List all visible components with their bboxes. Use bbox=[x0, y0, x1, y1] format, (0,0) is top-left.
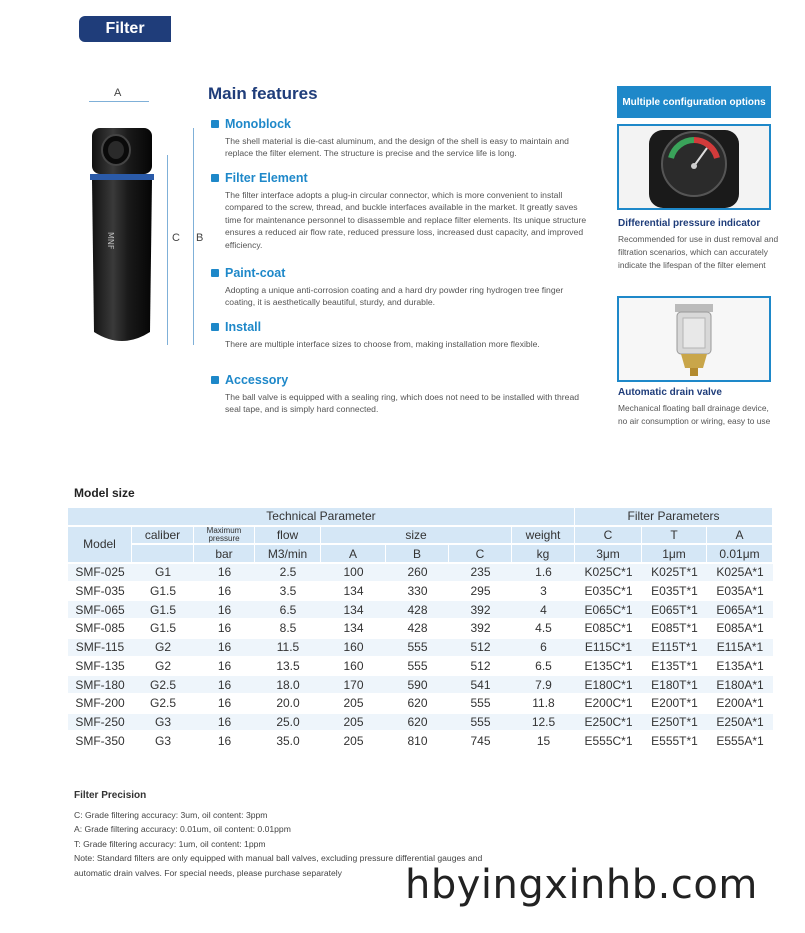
watermark: hbyingxinhb.com bbox=[405, 862, 758, 908]
cell-caliber: G1.5 bbox=[132, 601, 194, 620]
dim-line-a bbox=[89, 101, 149, 102]
cell-size-a: 160 bbox=[321, 639, 386, 658]
svg-text:MNF: MNF bbox=[106, 232, 115, 250]
cell-filter-c: E135C*1 bbox=[575, 658, 642, 677]
cell-model: SMF-180 bbox=[68, 676, 132, 695]
feature-title: Install bbox=[225, 320, 262, 334]
cell-flow: 11.5 bbox=[255, 639, 321, 658]
unit-filter-a: 0.01μm bbox=[707, 545, 773, 564]
cell-filter-t: E180T*1 bbox=[642, 676, 707, 695]
cell-pressure: 16 bbox=[194, 676, 255, 695]
cell-filter-c: E065C*1 bbox=[575, 601, 642, 620]
table-row bbox=[68, 583, 773, 602]
model-size-table bbox=[68, 508, 773, 751]
cell-flow: 2.5 bbox=[255, 564, 321, 583]
cell-filter-t: E065T*1 bbox=[642, 601, 707, 620]
cell-filter-t: E250T*1 bbox=[642, 714, 707, 733]
cell-filter-t: E085T*1 bbox=[642, 620, 707, 639]
feature-desc: The filter interface adopts a plug-in circular connector, which is more convenient to install compared to the screw, thread, and buckle interfaces available in the market. It greatly saves time for maintenance personnel to disassemble and replace filter elements. Its unique structure ensures a reduced air flow rate, reduced pressure loss, increased dust capacity, and improved efficiency. bbox=[225, 190, 587, 250]
feature-title: Filter Element bbox=[225, 171, 308, 185]
cell-caliber: G1 bbox=[132, 564, 194, 583]
cell-model: SMF-135 bbox=[68, 658, 132, 677]
cell-flow: 25.0 bbox=[255, 714, 321, 733]
cell-filter-a: E180A*1 bbox=[707, 676, 773, 695]
automatic-drain-image bbox=[617, 296, 771, 382]
cell-model: SMF-115 bbox=[68, 639, 132, 658]
cell-filter-a: E065A*1 bbox=[707, 601, 773, 620]
unit-weight: kg bbox=[512, 545, 575, 564]
unit-pressure: bar bbox=[194, 545, 255, 564]
cell-caliber: G2 bbox=[132, 658, 194, 677]
cell-filter-t: K025T*1 bbox=[642, 564, 707, 583]
cell-size-b: 330 bbox=[386, 583, 449, 602]
cell-filter-a: E250A*1 bbox=[707, 714, 773, 733]
model-size-table-body bbox=[68, 564, 773, 751]
cell-flow: 20.0 bbox=[255, 695, 321, 714]
cell-model: SMF-200 bbox=[68, 695, 132, 714]
cell-model: SMF-065 bbox=[68, 601, 132, 620]
precision-note-cont: automatic drain valves. For special needs, please purchase separately bbox=[74, 867, 342, 878]
cell-flow: 3.5 bbox=[255, 583, 321, 602]
cell-pressure: 16 bbox=[194, 658, 255, 677]
cell-filter-c: E115C*1 bbox=[575, 639, 642, 658]
cell-weight: 15 bbox=[512, 732, 575, 751]
table-row bbox=[68, 639, 773, 658]
cell-pressure: 16 bbox=[194, 583, 255, 602]
option-title: Differential pressure indicator bbox=[618, 218, 761, 229]
table-row bbox=[68, 732, 773, 751]
cell-pressure: 16 bbox=[194, 695, 255, 714]
cell-size-c: 555 bbox=[449, 714, 512, 733]
col-filter-c: C bbox=[575, 527, 642, 546]
unit-flow: M3/min bbox=[255, 545, 321, 564]
table-row bbox=[68, 658, 773, 677]
cell-weight: 1.6 bbox=[512, 564, 575, 583]
cell-size-a: 134 bbox=[321, 620, 386, 639]
feature-filter-element bbox=[211, 171, 591, 251]
cell-size-c: 392 bbox=[449, 601, 512, 620]
cell-weight: 6 bbox=[512, 639, 575, 658]
cell-model: SMF-350 bbox=[68, 732, 132, 751]
options-header: Multiple configuration options bbox=[617, 86, 771, 118]
cell-pressure: 16 bbox=[194, 620, 255, 639]
cell-filter-a: E035A*1 bbox=[707, 583, 773, 602]
dim-line-b bbox=[193, 128, 194, 345]
option-desc: Recommended for use in dust removal and filtration scenarios, which can accurately indicate the lifespan of the filter element bbox=[618, 234, 779, 270]
col-filter-t: T bbox=[642, 527, 707, 546]
col-size: size bbox=[321, 527, 512, 546]
cell-size-c: 512 bbox=[449, 658, 512, 677]
cell-size-b: 620 bbox=[386, 714, 449, 733]
cell-size-a: 134 bbox=[321, 583, 386, 602]
precision-line-a: A: Grade filtering accuracy: 0.01um, oil content: 0.01ppm bbox=[74, 824, 291, 835]
cell-flow: 6.5 bbox=[255, 601, 321, 620]
cell-size-c: 295 bbox=[449, 583, 512, 602]
dim-label-a: A bbox=[114, 87, 122, 99]
cell-size-a: 160 bbox=[321, 658, 386, 677]
cell-size-b: 590 bbox=[386, 676, 449, 695]
option-title: Automatic drain valve bbox=[618, 387, 722, 398]
header-tab-filter: Filter bbox=[79, 16, 171, 42]
cell-pressure: 16 bbox=[194, 732, 255, 751]
precision-line-t: T: Grade filtering accuracy: 1um, oil content: 1ppm bbox=[74, 838, 266, 849]
cell-weight: 12.5 bbox=[512, 714, 575, 733]
cell-size-a: 134 bbox=[321, 601, 386, 620]
table-row bbox=[68, 676, 773, 695]
bullet-square-icon bbox=[211, 120, 219, 128]
dim-line-c bbox=[167, 155, 168, 345]
group-technical-parameter: Technical Parameter bbox=[68, 508, 575, 527]
cell-size-c: 512 bbox=[449, 639, 512, 658]
cell-weight: 7.9 bbox=[512, 676, 575, 695]
precision-title: Filter Precision bbox=[74, 790, 147, 801]
dim-label-c: C bbox=[172, 232, 180, 244]
cell-weight: 11.8 bbox=[512, 695, 575, 714]
cell-caliber: G3 bbox=[132, 714, 194, 733]
precision-line-c: C: Grade filtering accuracy: 3um, oil content: 3ppm bbox=[74, 810, 268, 820]
option-desc: Mechanical floating ball drainage device, no air consumption or wiring, easy to use bbox=[618, 403, 771, 426]
cell-size-c: 555 bbox=[449, 695, 512, 714]
differential-pressure-image bbox=[617, 124, 771, 210]
cell-caliber: G2 bbox=[132, 639, 194, 658]
cell-flow: 35.0 bbox=[255, 732, 321, 751]
filter-housing-icon bbox=[86, 122, 158, 348]
cell-weight: 3 bbox=[512, 583, 575, 602]
cell-model: SMF-250 bbox=[68, 714, 132, 733]
cell-caliber: G2.5 bbox=[132, 695, 194, 714]
cell-filter-t: E035T*1 bbox=[642, 583, 707, 602]
col-caliber: caliber bbox=[132, 527, 194, 546]
cell-filter-t: E115T*1 bbox=[642, 639, 707, 658]
cell-filter-a: E555A*1 bbox=[707, 732, 773, 751]
cell-model: SMF-035 bbox=[68, 583, 132, 602]
cell-filter-a: E115A*1 bbox=[707, 639, 773, 658]
table-row bbox=[68, 601, 773, 620]
cell-weight: 4.5 bbox=[512, 620, 575, 639]
col-weight: weight bbox=[512, 527, 575, 546]
cell-filter-a: E200A*1 bbox=[707, 695, 773, 714]
unit-filter-c: 3μm bbox=[575, 545, 642, 564]
unit-caliber bbox=[132, 545, 194, 564]
table-row bbox=[68, 695, 773, 714]
bullet-square-icon bbox=[211, 323, 219, 331]
unit-size-a: A bbox=[321, 545, 386, 564]
cell-flow: 18.0 bbox=[255, 676, 321, 695]
cell-size-a: 205 bbox=[321, 732, 386, 751]
unit-size-b: B bbox=[386, 545, 449, 564]
cell-filter-c: E555C*1 bbox=[575, 732, 642, 751]
pressure-gauge-icon bbox=[619, 126, 769, 208]
cell-filter-t: E200T*1 bbox=[642, 695, 707, 714]
cell-flow: 13.5 bbox=[255, 658, 321, 677]
col-filter-a: A bbox=[707, 527, 773, 546]
feature-desc: The ball valve is equipped with a sealing ring, which does not need to be installed with thread seal tape, and is simply hard connected. bbox=[225, 392, 579, 415]
cell-size-c: 235 bbox=[449, 564, 512, 583]
feature-desc: The shell material is die-cast aluminum, and the design of the shell is easy to maintain and replace the filter element. The structure is precise and the service life is long. bbox=[225, 136, 569, 159]
features-title: Main features bbox=[208, 84, 318, 103]
cell-size-a: 170 bbox=[321, 676, 386, 695]
cell-size-c: 392 bbox=[449, 620, 512, 639]
drain-valve-icon bbox=[619, 298, 769, 380]
table-row bbox=[68, 620, 773, 639]
feature-title: Monoblock bbox=[225, 117, 291, 131]
cell-filter-c: E085C*1 bbox=[575, 620, 642, 639]
table-row bbox=[68, 714, 773, 733]
cell-pressure: 16 bbox=[194, 564, 255, 583]
cell-size-b: 620 bbox=[386, 695, 449, 714]
cell-size-b: 555 bbox=[386, 639, 449, 658]
cell-filter-c: K025C*1 bbox=[575, 564, 642, 583]
cell-size-a: 205 bbox=[321, 695, 386, 714]
cell-flow: 8.5 bbox=[255, 620, 321, 639]
cell-weight: 4 bbox=[512, 601, 575, 620]
model-size-title: Model size bbox=[74, 486, 135, 500]
cell-filter-c: E250C*1 bbox=[575, 714, 642, 733]
feature-paint-coat bbox=[211, 266, 591, 309]
cell-size-a: 100 bbox=[321, 564, 386, 583]
cell-caliber: G1.5 bbox=[132, 583, 194, 602]
unit-filter-t: 1μm bbox=[642, 545, 707, 564]
cell-filter-t: E135T*1 bbox=[642, 658, 707, 677]
cell-weight: 6.5 bbox=[512, 658, 575, 677]
cell-size-b: 428 bbox=[386, 620, 449, 639]
cell-size-c: 541 bbox=[449, 676, 512, 695]
cell-filter-a: K025A*1 bbox=[707, 564, 773, 583]
cell-filter-t: E555T*1 bbox=[642, 732, 707, 751]
table-row bbox=[68, 564, 773, 583]
cell-model: SMF-025 bbox=[68, 564, 132, 583]
group-filter-parameters: Filter Parameters bbox=[575, 508, 773, 527]
unit-size-c: C bbox=[449, 545, 512, 564]
col-model: Model bbox=[68, 527, 132, 564]
col-max-pressure: Maximum pressure bbox=[194, 527, 255, 546]
cell-size-b: 428 bbox=[386, 601, 449, 620]
cell-size-b: 810 bbox=[386, 732, 449, 751]
feature-title: Accessory bbox=[225, 373, 289, 387]
bullet-square-icon bbox=[211, 174, 219, 182]
cell-filter-c: E200C*1 bbox=[575, 695, 642, 714]
feature-title: Paint-coat bbox=[225, 266, 286, 280]
cell-filter-a: E135A*1 bbox=[707, 658, 773, 677]
cell-caliber: G3 bbox=[132, 732, 194, 751]
cell-size-b: 555 bbox=[386, 658, 449, 677]
dim-label-b: B bbox=[196, 232, 204, 244]
cell-pressure: 16 bbox=[194, 714, 255, 733]
feature-monoblock bbox=[211, 117, 591, 160]
cell-size-c: 745 bbox=[449, 732, 512, 751]
cell-filter-c: E180C*1 bbox=[575, 676, 642, 695]
feature-desc: There are multiple interface sizes to choose from, making installation more flexible. bbox=[225, 339, 540, 349]
col-flow: flow bbox=[255, 527, 321, 546]
feature-install bbox=[211, 320, 591, 350]
feature-accessory bbox=[211, 373, 591, 416]
cell-filter-c: E035C*1 bbox=[575, 583, 642, 602]
cell-model: SMF-085 bbox=[68, 620, 132, 639]
feature-desc: Adopting a unique anti-corrosion coating and a hard dry powder ring hydrogen tree finger coating, it is aesthetically beautiful, sturdy, and durable. bbox=[225, 285, 564, 308]
cell-pressure: 16 bbox=[194, 639, 255, 658]
bullet-square-icon bbox=[211, 269, 219, 277]
cell-size-a: 205 bbox=[321, 714, 386, 733]
cell-pressure: 16 bbox=[194, 601, 255, 620]
cell-caliber: G1.5 bbox=[132, 620, 194, 639]
cell-filter-a: E085A*1 bbox=[707, 620, 773, 639]
bullet-square-icon bbox=[211, 376, 219, 384]
precision-note: Note: Standard filters are only equipped with manual ball valves, excluding pressure differential gauges and bbox=[74, 853, 483, 864]
cell-caliber: G2.5 bbox=[132, 676, 194, 695]
cell-size-b: 260 bbox=[386, 564, 449, 583]
